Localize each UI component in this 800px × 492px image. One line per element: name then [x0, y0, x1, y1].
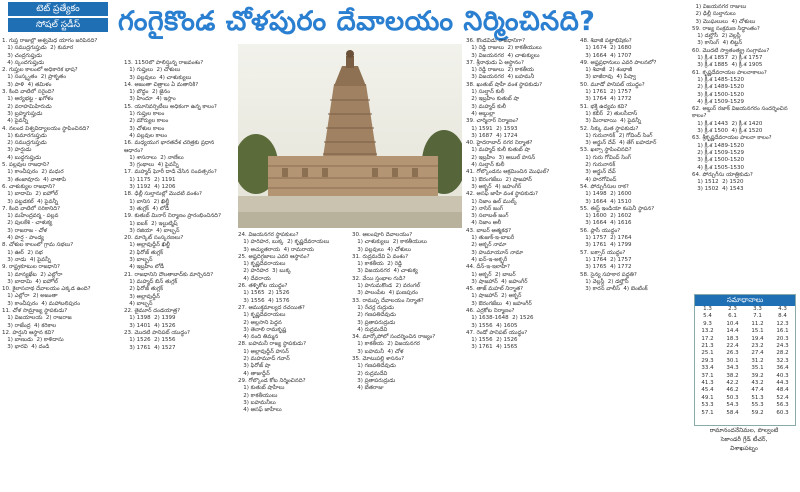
- section-tag-subject: సోషల్ స్టడీస్: [8, 18, 108, 32]
- answer-cell: 10.4: [726, 320, 739, 327]
- answer-cell: 26.3: [726, 350, 739, 357]
- answer-cell: 20.3: [776, 335, 789, 342]
- answer-cell: 33.4: [701, 365, 714, 372]
- answer-cell: 54.3: [726, 402, 739, 409]
- section-tag-tet: టెట్ ప్రత్యేకం: [8, 2, 108, 16]
- answer-key-table: [695, 306, 795, 417]
- question-column-5: 36. కొండవీడు రాజధానిగా? 1) రెడ్డి రాజులు 2) కాకతీయులు 3) విజయనగర 4) చాళుక్యులు 37. శ్రీనాథుడు ఏ ఆస్థానం? 1) రెడ్డి రాజులు 2) కాకతీయ 3) విజయనగర 4) బహమనీ 38. ఖుతుబ్ షాహీ వంశ స్థాపకుడు? 1) సుల్తాన్ కులీ 2) ఇబ్రహీం కుతుబ్ షా 3) మహ్మద్ కులీ 4) అబ్దుల్లా 39. చార్మినార్ నిర్మాణం? 1) 1591 2) 1593 3) 1687 4) 1724 40. హైదరాబాద్ నగర నిర్మాత? 1) మహ్మద్ కులీ కుతుబ్ షా 2) ఇబ్రహీం 3) అబుల్ హసన్ 4) సుల్తాన్ కులీ 41. గోల్కొండను ఆక్రమించిన మొఘల్? 1) ఔరంగజేబు 2) షాజహాన్ 3) అక్బర్ 4) జహంగీర్ 42. అసఫ్ జాహీ వంశ స్థాపకుడు? 1) నిజాం ఉల్ ముల్క్ 2) నాసిర్ జంగ్ 3) సలాబత్ జంగ్ 4) నిజాం అలీ 43. బాబర్ ఆత్మకథ? 1) తుజుక్-ఇ-బాబరీ 2) అక్బర్ నామా 3) హుమాయూన్ నామా 4) ఐన్-ఇ-అక్బరీ 44. దీన్-ఇ-ఇలాహీ? 1) అక్బర్ 2) బాబర్ 3) షాజహాన్ 4) జహంగీర్ 45. తాజ్ మహల్ నిర్మాత? 1) షాజహాన్ 2) అక్బర్ 3) ఔరంగజేబు 4) జహంగీర్ 46. ఎర్రకోట నిర్మాణం? 1) 1638-1648 2) 1526 3) 1556 4) 1605 47. రెండో పానిపట్ యుద్ధం? 1) 1556 2) 1526 3) 1761 4) 1565: [466, 38, 550, 351]
- answer-row: [695, 336, 795, 343]
- question-column-3: 24. విజయనగర స్థాపకులు? 1) హరిహర, బుక్క 2) కృష్ణదేవరాయలు 3) అచ్యుతరాయ 4) రామరాయ 25. అష్టదిగ్గజాలు ఎవరి ఆస్థానం? 1) కృష్ణదేవరాయలు 2) హరిహర 3) బుక్క 4) దేవరాయ 26. తళ్ళికోట యుద్ధం? 1) 1565 2) 1526 3) 1556 4) 1576 27. ఆముక్తమాల్యద రచయిత? 1) కృష్ణదేవరాయలు 2) అల్లసాని పెద్దన 3) తెనాలి రామకృష్ణ 4) నంది తిమ్మన 28. బహమనీ రాజ్య స్థాపకుడు? 1) అల్లావుద్దీన్ హసన్ 2) మహమూద్ గవాన్ 3) ఫిరోజ్ షా 4) తాజుద్దీన్ 29. గోల్కొండ కోట నిర్మించినది? 1) కుతుబ్ షాహీలు 2) కాకతీయులు 3) బహమనీలు 4) ఆసఫ్ జాహీలు: [238, 232, 330, 414]
- author-credit: [694, 426, 794, 453]
- answer-row: [695, 410, 795, 417]
- temple-illustration: [238, 44, 462, 228]
- answer-row: [695, 387, 795, 394]
- answer-cell: 45.4: [701, 387, 714, 394]
- answer-cell: 59.2: [751, 409, 764, 416]
- answer-row: [695, 343, 795, 350]
- answer-row: [695, 313, 795, 320]
- answer-row: [695, 365, 795, 372]
- answer-key-title: సమాధానాలు: [695, 295, 795, 306]
- page-title: గంగైకొండ చోళపురం దేవాలయం నిర్మించినది?: [118, 6, 596, 37]
- answer-cell: 46.2: [726, 387, 739, 394]
- answer-row: [695, 358, 795, 365]
- answer-cell: 13.2: [701, 328, 714, 335]
- question-column-7: 1) విజయనగర రాజులు 2) ఢిల్లీ సుల్తానులు 3) మొఘలులు 4) చోళులు 59. రాజ్య సంక్రమణ సిద్ధాంతం? 1) డల్హౌసీ 2) వెల్లస్లీ 3) కానింగ్ 4) లిట్టన్ 60. మొదటి స్వాతంత్య్ర సంగ్రామం? 1) క్రీ.శ 1857 2) క్రీ.శ 1757 3) క్రీ.శ 1885 4) క్రీ.శ 1905 61. కృష్ణదేవరాయల పాలనాకాలం? 1) క్రీ.శ 1485-1520 2) క్రీ.శ 1489-1520 3) క్రీ.శ 1500-1520 4) క్రీ.శ 1509-1529 62. అబ్దుర్ రజాక్ విజయనగరం సందర్శించిన కాలం? 1) క్రీ.శ 1443 2) క్రీ.శ 1420 3) క్రీ.శ 1500 4) క్రీ.శ 1520 63. శ్రీకృష్ణదేవరాయల పాలనా కాలం? 1) క్రీ.శ 1489-1520 2) క్రీ.శ 1509-1529 3) క్రీ.శ 1500-1520 4) క్రీ.శ 1505-1530 64. పోర్చుగీసు యాత్రికుడు? 1) 1512 2) 1520 3) 1502 4) 1543: [692, 4, 788, 193]
- answer-cell: 56.3: [776, 402, 789, 409]
- author-place: విశాఖపట్నం: [730, 445, 758, 452]
- question-column-4: 30. ఆలంపూర్ దేవాలయం? 1) చాళుక్యులు 2) కాకతీయులు 3) పల్లవులు 4) చోళులు 31. రుద్రమదేవి ఏ వంశం? 1) కాకతీయ 2) రెడ్డి 3) విజయనగర 4) చాళుక్య 32. వేయి స్తంభాల గుడి? 1) హనుమకొండ 2) వరంగల్ 3) పాలంపేట 4) ఘణపురం 33. రామప్ప దేవాలయం నిర్మాత? 1) రేచర్ల రుద్రుడు 2) గణపతిదేవుడు 3) ప్రతాపరుద్రుడు 4) రుద్రమదేవి 34. మార్కోపోలో సందర్శించిన రాజ్యం? 1) కాకతీయ 2) విజయనగర 3) బహమనీ 4) చోళ 35. మోటుపల్లి శాసనం? 1) గణపతిదేవుడు 2) రుద్రమదేవి 3) ప్రతాపరుద్రుడు 4) బేతరాజు: [352, 232, 436, 392]
- temple-photo: [238, 44, 462, 228]
- answer-cell: 7.1: [753, 313, 762, 320]
- answer-row: [695, 395, 795, 402]
- answer-cell: 2.3: [728, 306, 737, 312]
- answer-row: [695, 373, 795, 380]
- answer-cell: 21.3: [701, 343, 714, 350]
- answer-cell: 8.4: [778, 313, 787, 320]
- answer-cell: 22.4: [726, 343, 739, 350]
- answer-cell: 40.3: [776, 372, 789, 379]
- answer-row: [695, 380, 795, 387]
- answer-cell: 42.2: [726, 380, 739, 387]
- answer-cell: 49.1: [701, 394, 714, 401]
- answer-cell: 32.3: [776, 357, 789, 364]
- answer-key-box: [694, 294, 796, 426]
- question-column-2: 13. 1150లో పాలిస్తున్న రాజవంశం? 1) గుప్తులు 2) చోళులు 3) పల్లవులు 4) చాళుక్యులు 14. అజంతా చిత్రాలు ఏ మతానికి? 1) బౌద్ధం 2) జైనం 3) హిందూ 4) ఇస్లాం 15. యూనివర్సిటీలు అధికంగా ఉన్న కాలం? 1) గుప్తుల కాలం 2) మౌర్యుల కాలం 3) చోళుల కాలం 4) పల్లవుల కాలం 16. మధ్యయుగ భారతదేశ చరిత్రకు ప్రధాన ఆధారం? 1) శాసనాలు 2) నాణేలు 3) గ్రంథాలు 4) పైవన్నీ 17. మహ్మద్ ఘోరీ దాడి చేసిన సంవత్సరం? 1) 1175 2) 1191 3) 1192 4) 1206 18. ఢిల్లీ సుల్తానుల్లో మొదటి వంశం? 1) బానిస 2) ఖిల్జీ 3) తుగ్లక్ 4) లోడీ 19. కుతుబ్ మినార్ నిర్మాణం ప్రారంభించినది? 1) ఐబక్ 2) ఇల్టుట్మిష్ 3) రజియా 4) బాల్బన్ 20. మార్కెట్ సంస్కరణలు? 1) అల్లావుద్దీన్ ఖిల్జీ 2) ఫిరోజ్ తుగ్లక్ 3) బాల్బన్ 4) ఇబ్రహీం లోడీ 21. రాజధానిని దౌలతాబాద్‌కు మార్చినది? 1) మహ్మద్ బిన్ తుగ్లక్ 2) ఫిరోజ్ తుగ్లక్ 3) అల్లావుద్దీన్ 4) బాల్బన్ 22. తైమూర్ దండయాత్ర? 1) 1398 2) 1399 3) 1401 4) 1526 23. మొదటి పానిపట్ యుద్ధం? 1) 1526 2) 1556 3) 1761 4) 1527: [124, 60, 221, 351]
- answer-cell: 12.3: [776, 320, 789, 327]
- answer-cell: 18.3: [726, 335, 739, 342]
- answer-cell: 4.3: [778, 306, 787, 312]
- answer-cell: 9.3: [703, 320, 712, 327]
- answer-cell: 52.4: [776, 394, 789, 401]
- answer-cell: 37.1: [701, 372, 714, 379]
- answer-cell: 29.3: [701, 357, 714, 364]
- answer-cell: 60.3: [776, 409, 789, 416]
- answer-cell: 31.2: [751, 357, 764, 364]
- answer-cell: 6.1: [728, 313, 737, 320]
- answer-row: [695, 350, 795, 357]
- answer-cell: 30.1: [726, 357, 739, 364]
- answer-cell: 15.1: [751, 328, 764, 335]
- answer-cell: 53.3: [701, 402, 714, 409]
- answer-cell: 50.3: [726, 394, 739, 401]
- answer-cell: 23.2: [751, 343, 764, 350]
- answer-row: [695, 328, 795, 335]
- answer-cell: 41.3: [701, 380, 714, 387]
- answer-cell: 51.3: [751, 394, 764, 401]
- answer-cell: 25.1: [701, 350, 714, 357]
- answer-cell: 38.2: [726, 372, 739, 379]
- answer-cell: 16.1: [776, 328, 789, 335]
- question-column-1: 1. గుప్త రాజుల్లో అశ్వమేధ యాగం జరిపినది? 1) సముద్రగుప్తుడు 2) కుమార 3) చంద్రగుప్తుడు 4) స్కందగుప్తుడు 2. గుప్తుల కాలంలో అధికారిక భాష? 1) సంస్కృతం 2) ప్రాకృతం 3) పాళి 4) తమిళం 3. కింది వాటిలో సరైంది? 1) ఆర్యభట్ట - ఖగోళం 2) వరాహమిహిరుడు 3) బ్రహ్మగుప్తుడు 4) పైవన్నీ 4. నలంద విశ్వవిద్యాలయం స్థాపించినది? 1) కుమారగుప్తుడు 2) సముద్రగుప్తుడు 3) హర్షుడు 4) బుద్ధగుప్తుడు 5. పల్లవుల రాజధాని? 1) కాంచీపురం 2) మధుర 3) తంజావూరు 4) వాతాపి 6. చాళుక్యుల రాజధాని? 1) బాదామి 2) ఐహోల్ 3) పట్టడకల్ 4) పైవన్నీ 7. కింది వాటిలో సరికానిది? 1) మహేంద్రవర్మ - పల్లవ 2) పులకేశి - చాళుక్య 3) రాజరాజ - చోళ 4) హర్ష - పాండ్య 8. చోళుల కాలంలో గ్రామ సభలు? 1) ఊర్ 2) సభ 3) నాడు 4) పైవన్నీ 9. రాష్ట్రకూటుల రాజధాని? 1) మాన్యఖేట 2) ఎల్లోరా 3) బాదామి 4) ఐహోల్ 10. కైలాసనాథ దేవాలయం ఎక్కడ ఉంది? 1) ఎల్లోరా 2) అజంతా 3) కాంచీపురం 4) మహాబలిపురం 11. చోళ సామ్రాజ్య స్థాపకుడు? 1) విజయాలయ 2) రాజరాజ 3) రాజేంద్ర 4) కరికాల 12. హర్షుని ఆస్థాన కవి? 1) బాణుడు 2) కాళిదాసు 3) భారవి 4) దండి: [2, 38, 98, 351]
- answer-cell: 24.3: [776, 343, 789, 350]
- answer-row: [695, 402, 795, 409]
- answer-cell: 28.2: [776, 350, 789, 357]
- answer-cell: 57.1: [701, 409, 714, 416]
- answer-cell: 1.3: [703, 306, 712, 312]
- answer-cell: 14.4: [726, 328, 739, 335]
- answer-cell: 34.3: [726, 365, 739, 372]
- author-role: సెకాండరీ గ్రేడ్ టీచర్,: [720, 436, 768, 443]
- answer-cell: 47.4: [751, 387, 764, 394]
- answer-cell: 11.2: [751, 320, 764, 327]
- answer-row: [695, 321, 795, 328]
- answer-cell: 43.2: [751, 380, 764, 387]
- answer-cell: 44.3: [776, 380, 789, 387]
- answer-cell: 17.2: [701, 335, 714, 342]
- answer-cell: 55.3: [751, 402, 764, 409]
- answer-cell: 36.4: [776, 365, 789, 372]
- author-name: రామానందనేనిమల, పొల్వంటి: [709, 427, 779, 434]
- answer-row: [695, 306, 795, 313]
- answer-cell: 5.4: [703, 313, 712, 320]
- answer-cell: 27.4: [751, 350, 764, 357]
- question-column-6: 48. శివాజీ పట్టాభిషేకం? 1) 1674 2) 1680 3) 1664 4) 1707 49. అష్టప్రధానులు ఎవరి పాలనలో? 1) శివాజీ 2) శంభాజీ 3) బాజీరావు 4) పీష్వా 50. మూడో పానిపట్ యుద్ధం? 1) 1761 2) 1757 3) 1764 4) 1772 51. భక్తి ఉద్యమ కవి? 1) కబీర్ 2) తులసీదాస్ 3) మీరాబాయి 4) పైవన్నీ 52. సిక్కు మత స్థాపకుడు? 1) గురునానక్ 2) గోవింద్ సింగ్ 3) అర్జున్ దేవ్ 4) తేగ్ బహదూర్ 53. ఖల్సా స్థాపించినది? 1) గురు గోవింద్ సింగ్ 2) గురునానక్ 3) అర్జున్ దేవ్ 4) హరగోవింద్ 54. పోర్చుగీసుల రాక? 1) 1498 2) 1600 3) 1664 4) 1510 55. ఈస్ట్ ఇండియా కంపెనీ స్థాపన? 1) 1600 2) 1602 3) 1664 4) 1616 56. ప్లాసీ యుద్ధం? 1) 1757 2) 1764 3) 1761 4) 1799 57. బక్సార్ యుద్ధం? 1) 1764 2) 1757 3) 1765 4) 1772 58. సైన్య సహకార పద్ధతి? 1) వెల్లస్లీ 2) డల్హౌసీ 3) కారన్ వాలీస్ 4) బెంటింక్: [580, 38, 657, 293]
- answer-cell: 39.2: [751, 372, 764, 379]
- answer-cell: 19.4: [751, 335, 764, 342]
- answer-cell: 48.4: [776, 387, 789, 394]
- answer-cell: 58.4: [726, 409, 739, 416]
- answer-cell: 35.1: [751, 365, 764, 372]
- answer-cell: 3.3: [753, 306, 762, 312]
